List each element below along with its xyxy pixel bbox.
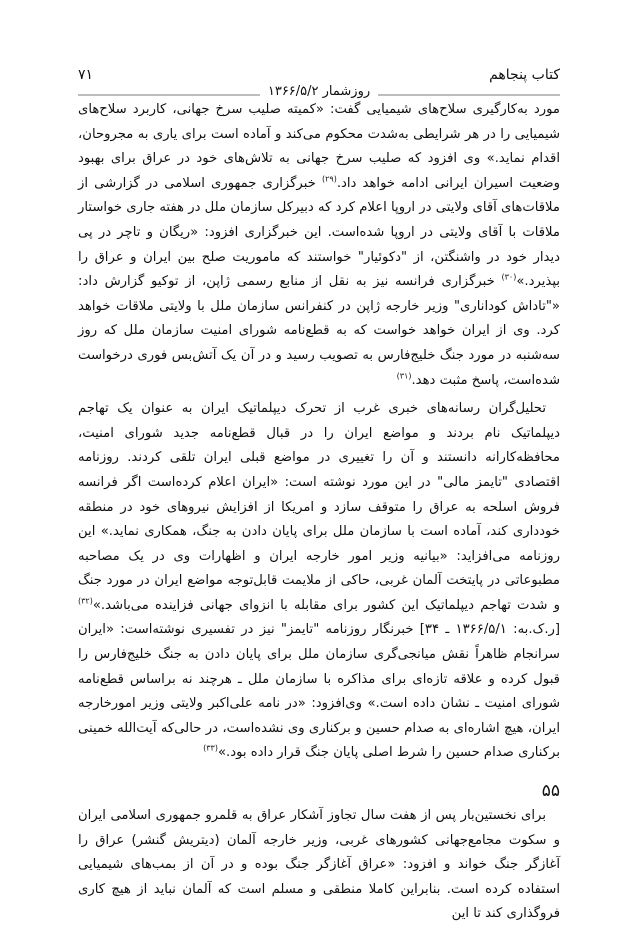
paragraph-text: خبرگزاری جمهوری اسلامی در گزارشی از ملاقات‌های آقای ولایتی در اروپا اعلام کرد که دبیرکل سازمان ملل در هفته جاری خواستار ملاقات با آقای ولایتی در اروپا شده‌است. این خبرگزاری افزود: «ریگان و تاچر در پی دیدار خود در واشنگتن، از "دکوئیار" خواستند که ماموریت صلح بین ایران و عراق را بپذیرد.»: [78, 175, 560, 290]
paragraph-2: [78, 397, 560, 766]
page-number: ۷۱: [78, 67, 94, 83]
book-title: کتاب پنجاهم: [489, 67, 560, 83]
footnote-ref-30: (۳۰): [501, 272, 517, 282]
body-text: [78, 98, 560, 927]
running-header: [78, 64, 560, 98]
paragraph-text: خبرگزاری فرانسه نیز به نقل از منابع رسمی ژاپن، از توکیو گزارش داد: «"تاداش کوداناری" وزیر خارجه ژاپن در کنفرانس سازمان ملل با ولایتی ملاقات خواهد کرد. وی از ایران خواهد خواست که به قطع‌نامه شورای امنیت سازمان ملل که روز سه‌شنبه در مورد جنگ خلیج‌فارس به تصویب رسید و در آن یک آتش‌بس فوری درخواست شده‌است، پاسخ مثبت دهد.: [78, 274, 560, 388]
chronology-date: روزشمار ۱۳۶۶/۵/۲: [260, 83, 378, 101]
footnote-ref-31: (۳۱): [396, 371, 412, 381]
section-number: ۵۵: [541, 781, 560, 802]
footnote-ref-29: (۲۹): [321, 174, 337, 184]
document-page: [78, 64, 560, 927]
footnote-ref-33: (۳۳): [203, 744, 218, 754]
paragraph-text: [ر.ک.به: ۱۳۶۶/۵/۱ ـ ۳۴] خبرنگار روزنامه "تایمز" نیز در تفسیری نوشته‌است: «ایران سرانجام ظاهراً نقش میانجی‌گری سازمان ملل برای پایان دادن به جنگ خلیج‌فارس را قبول کرده و علاقه تازه‌ای برای مذاکره با سازمان ملل ـ هرچند نه براساس قطع‌نامه شورای امنیت ـ نشان داده است.» وی‌افزود: «در نامه علی‌اکبر ولایتی وزیر امورخارجه ایران، هیچ اشاره‌ای به صدام حسین و برکناری وی نشده‌است، در حالی‌که آیت‌الله خمینی برکناری صدام حسین را شرط اصلی پایان جنگ قرار داده بود.»: [78, 622, 561, 761]
paragraph-text: مورد به‌کارگیری سلاح‌های شیمیایی گفت: «کمیته صلیب سرخ جهانی، کاربرد سلاح‌های شیمیایی را در هر شرایطی به‌شدت محکوم می‌کند و آماده است برای یاری به مجروحان، اقدام نماید.» وی افزود که صلیب سرخ جهانی به تلاش‌های خود در عراق برای بهبود وضعیت اسیران ایرانی ادامه خواهد داد.: [78, 102, 560, 191]
footnote-ref-32: (۳۲): [78, 596, 93, 606]
section-paragraph: برای نخستین‌بار پس از هفت سال تجاوز آشکار عراق به قلمرو جمهوری اسلامی ایران و سکوت مجامع‌جهانی کشورهای غربی، وزیر خارجه آلمان (دیتریش گنشر) عراق را آغازگر جنگ خواند و افزود: «عراق آغازگر جنگ بوده و در آن از بمب‌های شیمیایی استفاده کرده است. بنابراین کاملا منطقی و مسلم است که آلمان نباید از هیچ کاری فروگذاری کند تا این: [78, 808, 560, 922]
paragraph-text: تحلیل‌گران رسانه‌های خبری غرب از تحرک دیپلماتیک ایران به عنوان یک تهاجم دیپلماتیک نام بردند و مواضع ایران را در قبال قطع‌نامه جدید شورای امنیت، محافظه‌کارانه دانستند و آن را تغییری در مواضع قبلی ایران تلقی کردند. روزنامه اقتصادی "تایمز مالی" در این مورد نوشته است: «ایران اعلام کرده‌است اگر فرانسه فروش اسلحه به عراق را متوقف سازد و امریکا از افزایش نیروهای خود در منطقه خودداری کند، آماده است با سازمان ملل برای پایان دادن به جنگ، همکاری نماید.» این روزنامه می‌افزاید: «بیانیه وزیر امور خارجه ایران و اظهارات وی در یک مصاحبه مطبوعاتی در پایتخت آلمان غربی، حاکی از ملایمت قابل‌توجه مواضع ایران در مورد جنگ و شدت تهاجم دیپلماتیک این کشور برای مقابله با انزوای جهانی فزاینده می‌باشد.»: [78, 401, 560, 613]
paragraph-1: [78, 98, 560, 393]
